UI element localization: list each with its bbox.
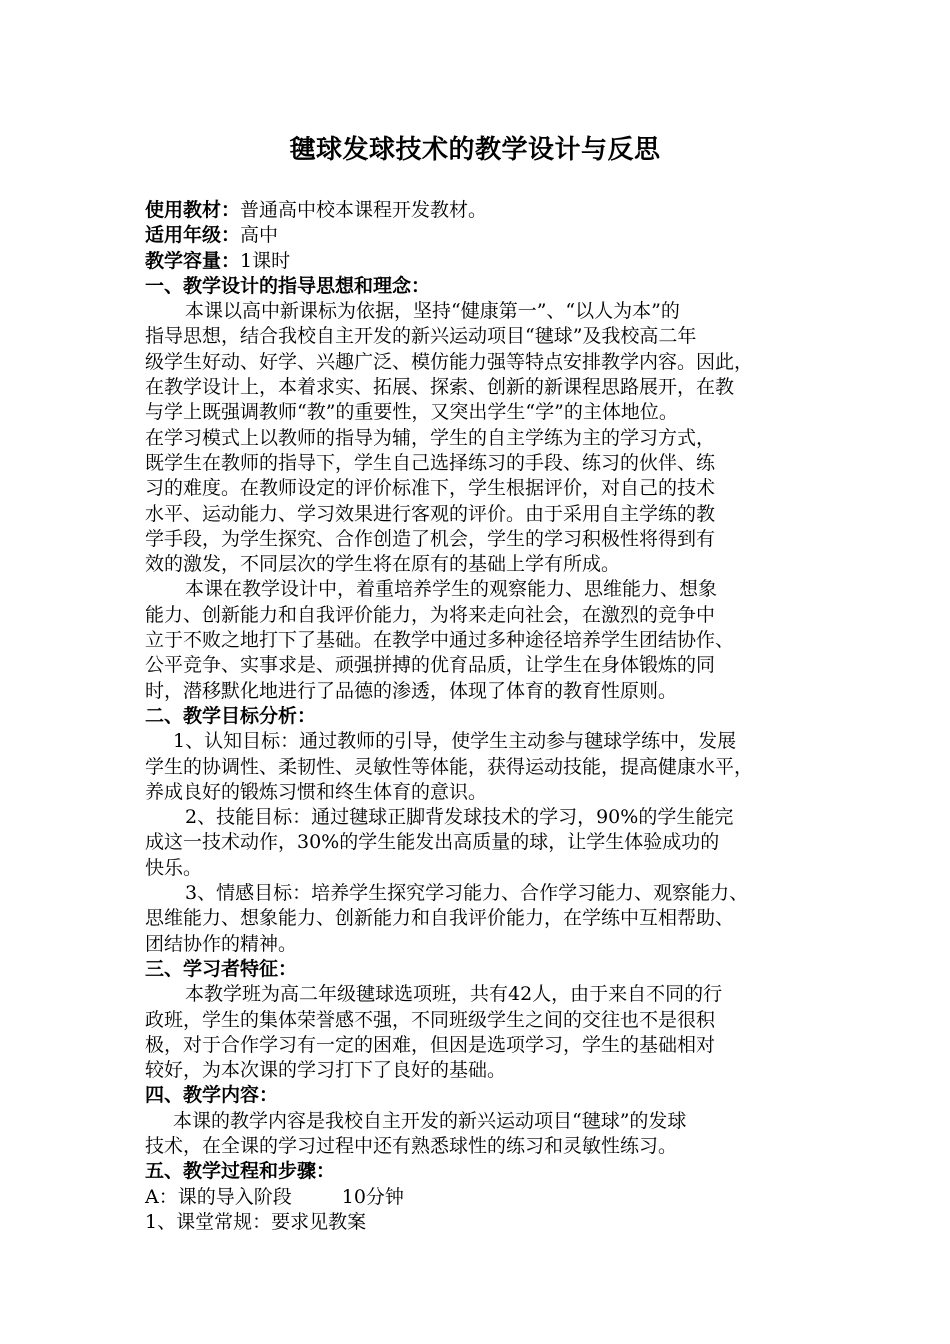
meta-value: 1课时 [240, 249, 291, 272]
paragraph-line: 公平竞争、实事求是、顽强拼搏的优育品质，让学生在身体锻炼的同 [145, 654, 716, 677]
step-line: 1、课堂常规：要求见教案 [145, 1210, 367, 1233]
paragraph-line: 在教学设计上，本着求实、拓展、探索、创新的新课程思路展开，在教 [145, 376, 735, 399]
paragraph-line: 学手段，为学生探究、合作创造了机会，学生的学习积极性将得到有 [145, 527, 716, 550]
meta-textbook [145, 198, 810, 223]
stage-time: 10分钟 [341, 1185, 404, 1208]
section-heading: 一、教学设计的指导思想和理念： [145, 274, 431, 297]
meta-label: 教学容量： [145, 249, 241, 272]
meta-label: 适用年级： [145, 224, 241, 247]
meta-value: 高中 [240, 224, 279, 247]
paragraph-line: 本课的教学内容是我校自主开发的新兴运动项目“毽球”的发球 [173, 1109, 687, 1132]
section-heading: 四、教学内容： [145, 1084, 279, 1107]
section-heading: 三、学习者特征： [145, 957, 298, 980]
stage-line [145, 1185, 810, 1210]
paragraph-line: 快乐。 [145, 856, 203, 879]
document-body [145, 198, 810, 1235]
paragraph-line: 较好，为本次课的学习打下了良好的基础。 [145, 1059, 507, 1082]
section-heading: 二、教学目标分析： [145, 704, 317, 727]
paragraph-line: 本课在教学设计中，着重培养学生的观察能力、思维能力、想象 [185, 578, 718, 601]
paragraph-line: 水平、运动能力、学习效果进行客观的评价。由于采用自主学练的教 [145, 502, 716, 525]
meta-label: 使用教材： [145, 199, 241, 221]
paragraph-line: 团结协作的精神。 [145, 932, 298, 955]
paragraph-line: 与学上既强调教师“教”的重要性，又突出学生“学”的主体地位。 [145, 401, 678, 424]
paragraph-line: 养成良好的锻炼习惯和终生体育的意识。 [145, 780, 488, 803]
paragraph-line: 学生的协调性、柔韧性、灵敏性等体能，获得运动技能，提高健康水平， [145, 755, 754, 778]
paragraph-line: 既学生在教师的指导下，学生自己选择练习的手段、练习的伙伴、练 [145, 451, 716, 474]
paragraph-line: 技术，在全课的学习过程中还有熟悉球性的练习和灵敏性练习。 [145, 1134, 678, 1157]
paragraph-line: 1、认知目标：通过教师的引导，使学生主动参与毽球学练中，发展 [173, 730, 737, 753]
paragraph-line: 3、情感目标：培养学生探究学习能力、合作学习能力、观察能力、 [185, 882, 749, 905]
paragraph-line: 本教学班为高二年级毽球选项班，共有42人，由于来自不同的行 [185, 983, 723, 1006]
paragraph-line: 政班，学生的集体荣誉感不强，不同班级学生之间的交往也不是很积 [145, 1008, 716, 1031]
meta-value: 普通高中校本课程开发教材。 [240, 199, 488, 221]
paragraph-line: 级学生好动、好学、兴趣广泛、模仿能力强等特点安排教学内容。因此， [145, 350, 754, 373]
section-heading: 五、教学过程和步骤： [145, 1160, 336, 1183]
stage-label: A：课的导入阶段 [145, 1185, 292, 1208]
paragraph-line: 指导思想，结合我校自主开发的新兴运动项目“毽球”及我校高二年 [145, 325, 697, 348]
meta-grade [145, 223, 810, 248]
paragraph-line: 能力、创新能力和自我评价能力，为将来走向社会，在激烈的竞争中 [145, 603, 716, 626]
paragraph-line: 时，潜移默化地进行了品德的渗透，体现了体育的教育性原则。 [145, 679, 678, 702]
paragraph-line: 极，对于合作学习有一定的困难，但因是选项学习，学生的基础相对 [145, 1033, 716, 1056]
paragraph-line: 立于不败之地打下了基础。在教学中通过多种途径培养学生团结协作、 [145, 629, 735, 652]
paragraph-line: 效的激发，不同层次的学生将在原有的基础上学有所成。 [145, 553, 621, 576]
paragraph-line: 在学习模式上以教师的指导为辅，学生的自主学练为主的学习方式， [145, 426, 716, 449]
paragraph-line: 成这一技术动作，30%的学生能发出高质量的球，让学生体验成功的 [145, 831, 720, 854]
paragraph-line: 习的难度。在教师设定的评价标准下，学生根据评价，对自己的技术 [145, 477, 716, 500]
document-title: 毽球发球技术的教学设计与反思 [289, 135, 661, 165]
meta-capacity [145, 249, 810, 274]
paragraph-line: 本课以高中新课标为依据，坚持“健康第一”、“以人为本”的 [185, 300, 680, 323]
paragraph-line: 2、技能目标：通过毽球正脚背发球技术的学习，90%的学生能完 [185, 806, 734, 829]
paragraph-line: 思维能力、想象能力、创新能力和自我评价能力，在学练中互相帮助、 [145, 907, 735, 930]
